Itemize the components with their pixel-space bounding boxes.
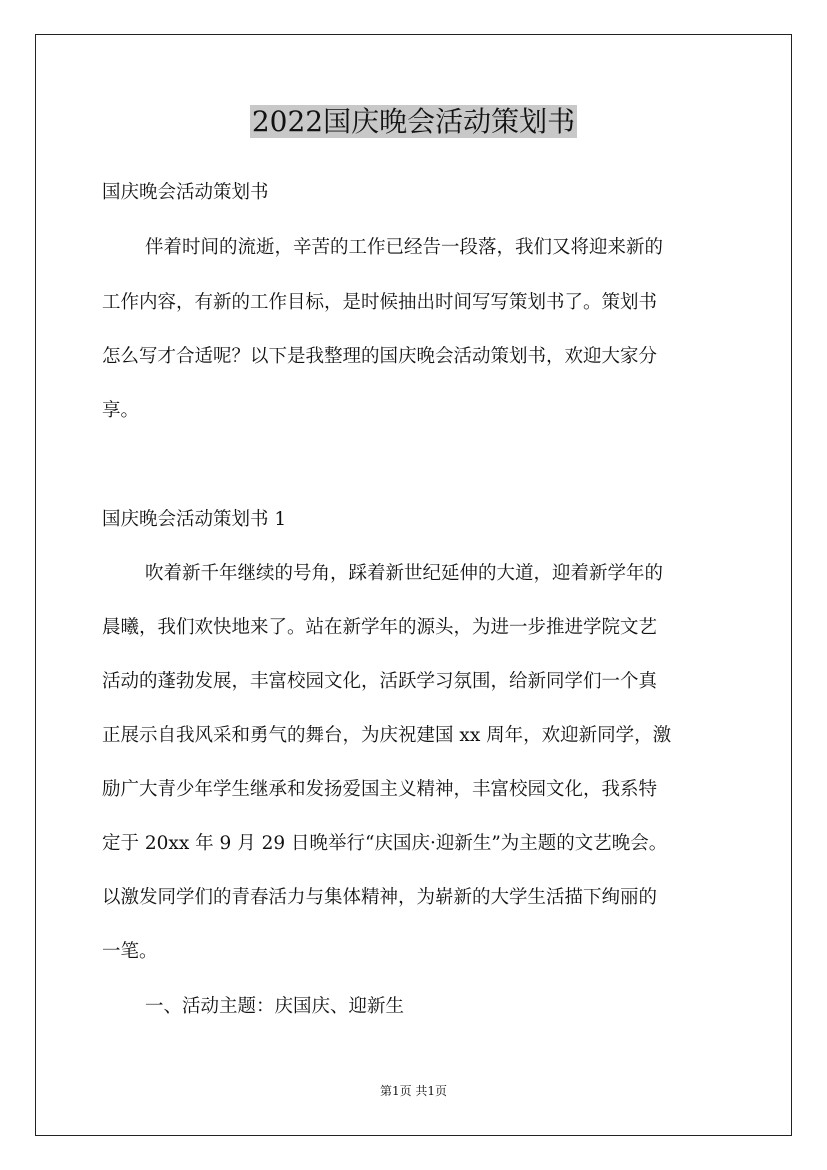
intro-line: 工作内容，有新的工作目标，是时候抽出时间写写策划书了。策划书 [102, 292, 658, 313]
intro-line: 伴着时间的流逝，辛苦的工作已经告一段落，我们又将迎来新的 [145, 237, 664, 258]
body-line: 一笔。 [102, 941, 158, 962]
body-line: 定于 20xx 年 9 月 29 日晚举行“庆国庆·迎新生”为主题的文艺晚会。 [102, 833, 668, 854]
document-title [0, 100, 827, 144]
body-line: 正展示自我风采和勇气的舞台，为庆祝建国 xx 周年，欢迎新同学，激 [102, 725, 672, 746]
body-line: 以激发同学们的青春活力与集体精神，为崭新的大学生活描下绚丽的 [102, 887, 658, 908]
body-line: 励广大青少年学生继承和发扬爱国主义精神，丰富校园文化，我系特 [102, 779, 658, 800]
document-subtitle: 国庆晚会活动策划书 [102, 182, 269, 203]
section-heading: 国庆晚会活动策划书 1 [102, 509, 287, 530]
body-line: 吹着新千年继续的号角，踩着新世纪延伸的大道，迎着新学年的 [145, 563, 664, 584]
intro-line: 怎么写才合适呢？以下是我整理的国庆晚会活动策划书，欢迎大家分 [102, 346, 658, 367]
page-footer: 第1页 共1页 [379, 1084, 448, 1098]
body-line: 活动的蓬勃发展，丰富校园文化，活跃学习氛围，给新同学们一个真 [102, 671, 658, 692]
activity-theme-item: 一、活动主题：庆国庆、迎新生 [145, 996, 405, 1017]
document-title-text: 2022国庆晚会活动策划书 [251, 105, 576, 138]
intro-line: 享。 [102, 400, 140, 421]
body-line: 晨曦，我们欢快地来了。站在新学年的源头，为进一步推进学院文艺 [102, 617, 658, 638]
